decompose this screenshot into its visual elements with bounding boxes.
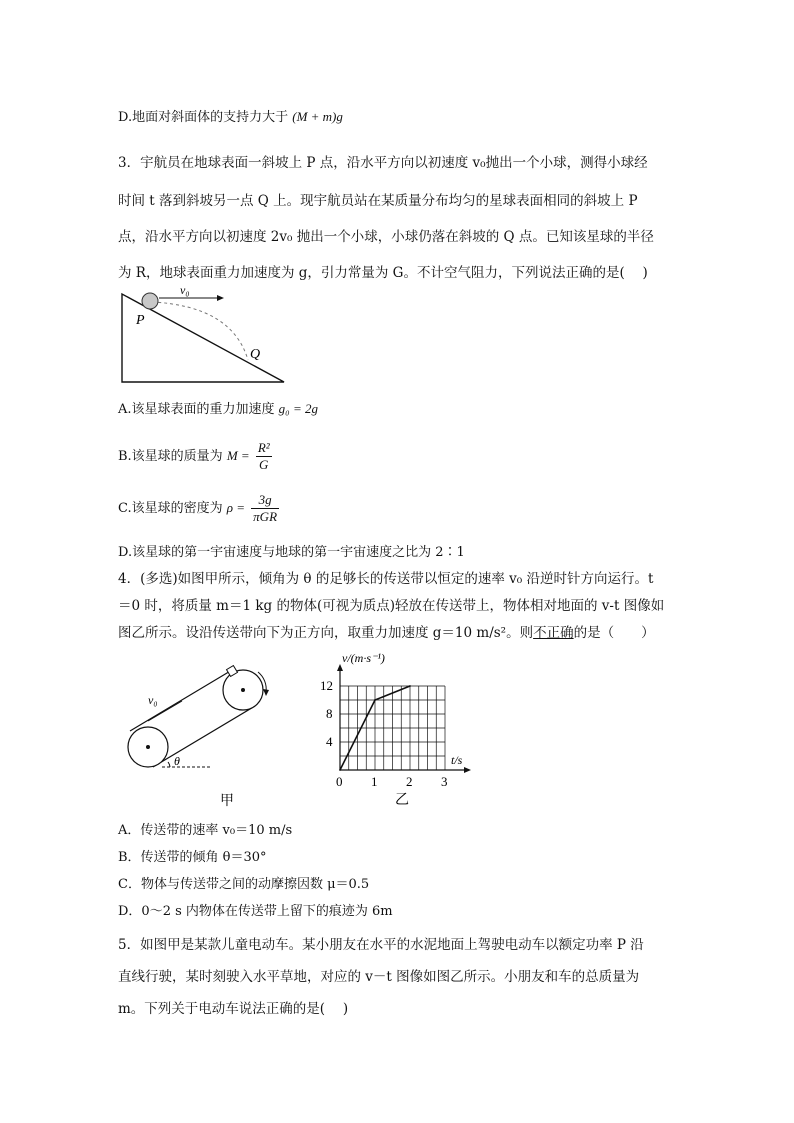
x-tick-label: 2 (406, 774, 413, 789)
data-point (409, 685, 411, 687)
q3-option-b-text: B.该星球的质量为 (118, 449, 223, 464)
q3-stem-line-4: 为 R，地球表面重力加速度为 g，引力常量为 G。不计空气阻力，下列说法正确的是( ) (118, 265, 648, 281)
chart-ylabel: v/(m·s⁻¹) (342, 651, 385, 665)
q3-option-c (118, 492, 279, 525)
q2-option-d-math: (M + m)g (292, 109, 343, 124)
q3-stem-line-3: 点，沿水平方向以初速度 2v₀ 抛出一个小球，小球仍落在斜坡的 Q 点。已知该星球的半径 (118, 229, 654, 245)
q4-vt-chart (310, 646, 490, 810)
q3-option-c-denominator: πGR (253, 509, 278, 524)
q3-option-a-text: A.该星球表面的重力加速度 (118, 402, 275, 417)
figure-caption-yi: 乙 (395, 793, 409, 808)
x-tick-label: 1 (371, 774, 378, 789)
q3-option-d: D.该星球的第一宇宙速度与地球的第一宇宙速度之比为 2∶1 (118, 545, 465, 560)
q5-stem-line-3: m。下列关于电动车说法正确的是( ) (118, 1001, 349, 1017)
ball (142, 293, 158, 309)
q3-option-b (118, 440, 272, 473)
x-axis-arrow (464, 767, 471, 773)
right-pulley-center (241, 688, 245, 692)
trajectory-curve (152, 302, 248, 360)
p-label: P (136, 313, 145, 328)
x-tick-label: 3 (441, 774, 448, 789)
x-tick-label: 0 (336, 774, 343, 789)
q4-option-d: D．0～2 s 内物体在传送带上留下的痕迹为 6m (118, 904, 393, 919)
q4-stem-line-3 (118, 621, 655, 641)
y-tick-label: 8 (326, 706, 333, 721)
q3-option-c-text: C.该星球的密度为 (118, 501, 223, 516)
belt-bottom-edge (153, 706, 255, 767)
q3-option-c-numerator: 3g (251, 492, 279, 509)
q4-belt-figure (118, 658, 288, 810)
q3-stem-line-1: 3．宇航员在地球表面一斜坡上 P 点，沿水平方向以初速度 v₀抛出一个小球，测得小球经 (118, 155, 648, 171)
q4-stem-line-3-tail: 的是（ ） (573, 625, 655, 641)
figure-caption-jia: 甲 (220, 794, 234, 809)
chart-xlabel: t/s (451, 753, 463, 767)
q4-stem-line-1: 4．(多选)如图甲所示，倾角为 θ 的足够长的传送带以恒定的速率 v₀ 沿逆时针方向运行。t (118, 571, 654, 587)
q5-stem-line-2: 直线行驶，某时刻驶入水平草地，对应的 v－t 图像如图乙所示。小朋友和车的总质量为 (118, 969, 640, 985)
q3-option-c-lhs: ρ = (226, 500, 246, 515)
q3-option-b-lhs: M = (226, 448, 250, 463)
q4-option-b: B．传送带的倾角 θ＝30° (118, 850, 267, 865)
q2-option-d-text: D.地面对斜面体的支持力大于 (118, 110, 289, 125)
left-pulley-center (146, 745, 150, 749)
q3-option-a (118, 398, 318, 417)
q-label: Q (250, 347, 261, 362)
q4-stem-line-2: ＝0 时，将质量 m＝1 kg 的物体(可视为质点)轻放在传送带上，物体相对地面的 v-t 图像如 (118, 598, 665, 614)
q5-stem-line-1: 5．如图甲是某款儿童电动车。某小朋友在水平的水泥地面上驾驶电动车以额定功率 P 沿 (118, 937, 644, 953)
theta-label: θ (174, 754, 180, 768)
belt-top-edge (130, 670, 232, 731)
q4-not-correct: 不正确 (533, 625, 574, 641)
y-tick-label: 4 (326, 734, 333, 749)
q3-option-b-numerator: R² (257, 440, 270, 455)
v0-label: v₀ (148, 693, 158, 707)
q3-stem-line-2: 时间 t 落到斜坡另一点 Q 上。现宇航员站在某质量分布均匀的星球表面相同的斜坡上 P (118, 193, 638, 209)
q4-option-a: A．传送带的速率 v₀＝10 m/s (118, 823, 293, 838)
y-tick-label: 12 (320, 678, 333, 693)
q2-option-d (118, 106, 343, 125)
rotation-arrowhead (263, 689, 269, 696)
q4-option-c: C．物体与传送带之间的动摩擦因数 μ＝0.5 (118, 877, 370, 892)
data-point (374, 699, 376, 701)
angle-arc (168, 762, 170, 767)
velocity-arrowhead (217, 295, 224, 301)
y-axis-arrow (337, 664, 343, 671)
q4-stem-line-3-text: 图乙所示。设沿传送带向下为正方向，取重力加速度 g＝10 m/s²。则 (118, 625, 534, 641)
q3-incline-figure (112, 284, 292, 388)
data-point (339, 769, 341, 771)
q3-option-a-math: g₀ = 2g (278, 401, 318, 416)
q3-option-b-fraction (256, 440, 272, 473)
v0-label: v₀ (180, 284, 190, 297)
q3-option-c-fraction (251, 492, 279, 525)
q3-option-b-denominator: G (259, 457, 269, 472)
